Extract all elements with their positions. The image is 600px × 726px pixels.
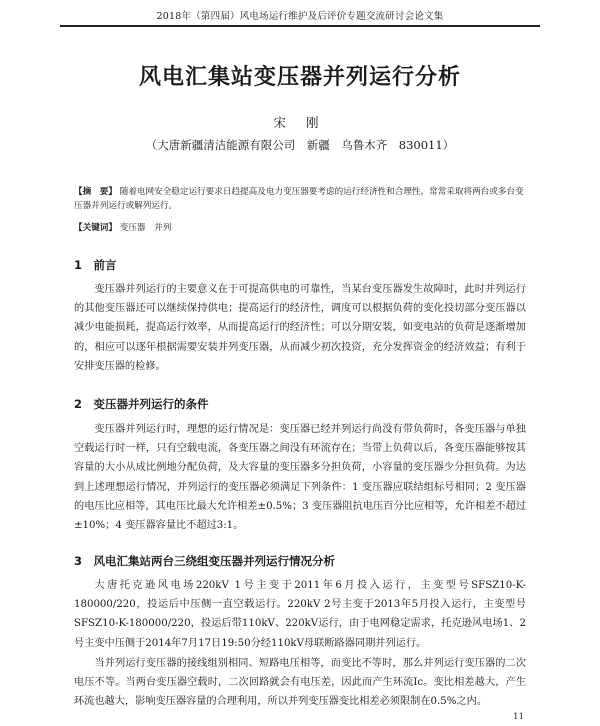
paper-title: 风电汇集站变压器并列运行分析 (138, 65, 461, 90)
running-header: 2018年（第四届）风电场运行维护及后评价专题交流研讨会论文集 (60, 8, 540, 27)
abstract (74, 185, 526, 213)
paragraph: 变压器并列运行的主要意义在于可提高供电的可靠性，当某台变压器发生故障时，此时并列运行的其他变压器还可以继续保持供电；提高运行的经济性，调度可以根据负荷的变化投切部分变压器以减少电能损耗，提高运行效率，从而提高运行的经济性；可以分期安装，如变电站的负荷是逐渐增加的，相应可以逐年根据需要安装并列变压器，从而减少初次投资，充分发挥资金的经济效益；有利于安排变压器的检修。 (74, 284, 526, 372)
affiliation: （大唐新疆清洁能源有限公司 新疆 乌鲁木齐 830011） (145, 138, 455, 152)
section-heading-analysis: 3 风电汇集站两台三绕组变压器并列运行情况分析 (74, 554, 335, 568)
abstract-label: 【摘 要】 (74, 187, 117, 197)
keywords (74, 221, 526, 233)
abstract-text: 随着电网安全稳定运行要求日趋提高及电力变压器要考虑的运行经济性和合理性，常常采取将两台或多台变压器并列运行或解列运行。 (74, 187, 524, 211)
paragraph: 当并列运行变压器的接线组别相同、短路电压相等，而变比不等时，那么并列运行变压器的二次电压不等。当两台变压器空载时，二次回路就会有电压差，因此而产生环流Ic。变比相差越大，产生环流也越大，影响变压器容量的合理利用，所以并列变压器变比相差必须限制在0.5%之内。 (74, 658, 526, 708)
author: 宋 刚 (273, 115, 327, 130)
keywords-label: 【关键词】 (74, 223, 117, 233)
paragraph: 变压器并列运行时，理想的运行情况是：变压器已经并列运行尚没有带负荷时，各变压器与单独空载运行时一样，只有空载电流，各变压器之间没有环流存在；当带上负荷以后，各变压器能够按其容量的大小从成比例地分配负荷，及大容量的变压器多分担负荷，小容量的变压器少分担负荷。为达到上述理想运行情况，并列运行的变压器必须满足下列条件：1 变压器应联结组标号相同；2 变压器的电压比应相等，其电压比最大允许相差±0.5%；3 变压器阻抗电压百分比应相等，允许相差不超过±10%；4 变压器容量比不超过3:1。 (74, 424, 526, 532)
section-heading-intro: 1 前言 (74, 258, 117, 272)
section-heading-conditions: 2 变压器并列运行的条件 (74, 397, 209, 411)
paragraph: 大唐托克逊风电场220kV 1号主变于2011年6月投入运行，主变型号SFSZ10-K-180000/220，投运后中压侧一直空载运行。220kV 2号主变于2013年5月投入运行，主变型号SFSZ10-K-180000/220，投运后带110kV、220kV运行，由于电网稳定需求，托克逊风电场1、2号主变中压侧于2014年7月17日19:50分经110kV母联断路器同期并列运行。 (74, 580, 526, 649)
page-number: 11 (513, 712, 524, 722)
keywords-text: 变压器 并列 (119, 223, 172, 233)
